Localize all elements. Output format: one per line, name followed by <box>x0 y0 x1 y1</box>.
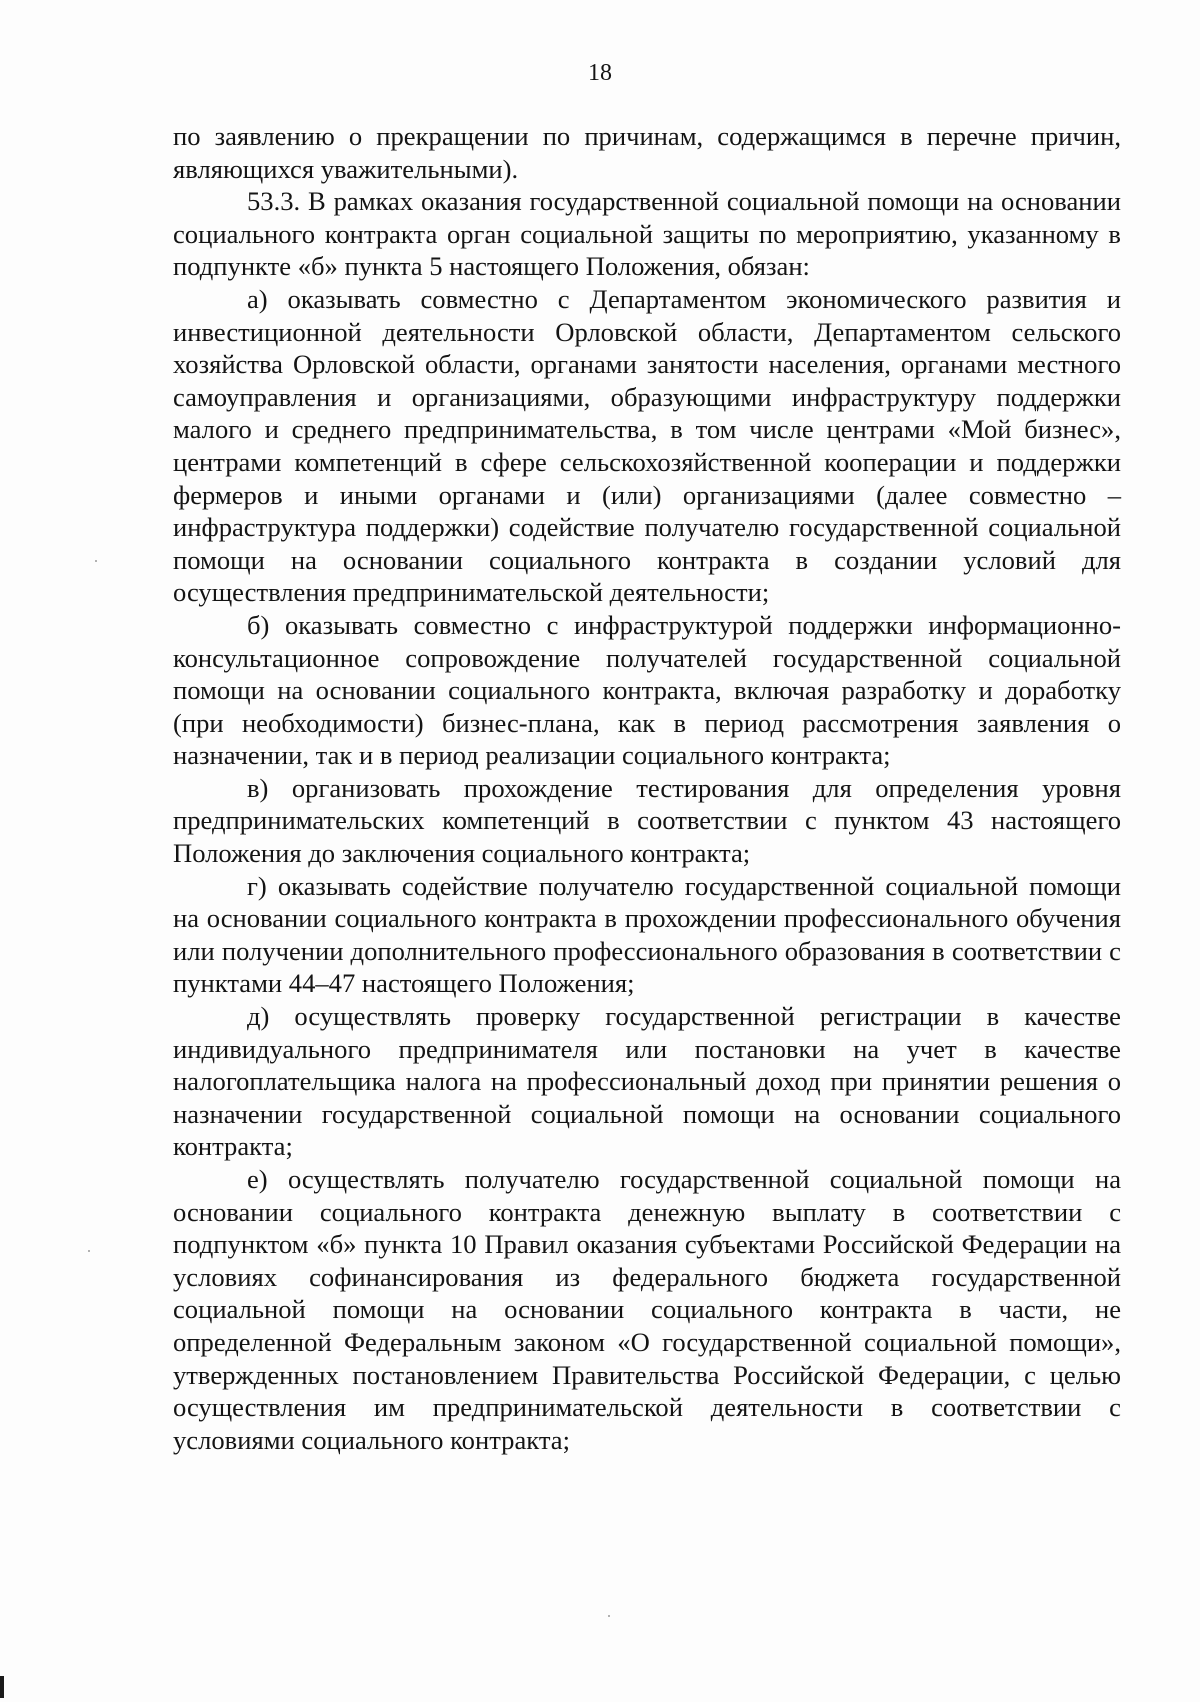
paragraph-continuation: по заявлению о прекращении по причинам, содержащимся в перечне причин, являющихся уважительными). <box>173 121 1121 184</box>
paragraph-item-g: г) оказывать содействие получателю государственной социальной помощи на основании социального контракта в прохождении профессионального обучения или получении дополнительного профессионального образования в соответствии с пунктами 44–47 настоящего Положения; <box>173 870 1121 999</box>
paragraph-item-b: б) оказывать совместно с инфраструктурой поддержки информационно-консультационное сопровождение получателей государственной социальной помощи на основании социального контракта, включая разработку и доработку (при необходимости) бизнес-плана, как в период рассмотрения заявления о назначении, так и в период реализации социального контракта; <box>173 609 1121 771</box>
paragraph-item-v: в) организовать прохождение тестирования для определения уровня предпринимательских компетенций в соответствии с пунктом 43 настоящего Положения до заключения социального контракта; <box>173 772 1121 869</box>
scan-speck <box>608 1615 610 1617</box>
paragraph-item-a: а) оказывать совместно с Департаментом экономического развития и инвестиционной деятельности Орловской области, Департаментом сельского хозяйства Орловской области, органами занятости населения, органами местного самоуправления и организациями, образующими инфраструктуру поддержки малого и среднего предпринимательства, в том числе центрами «Мой бизнес», центрами компетенций в сфере сельскохозяйственной кооперации и поддержки фермеров и иными органами и (или) организациями (далее совместно – инфраструктура поддержки) содействие получателю государственной социальной помощи на основании социального контракта в создании условий для осуществления предпринимательской деятельности; <box>173 283 1121 608</box>
scan-speck <box>88 1250 90 1252</box>
paragraph-53-3: 53.3. В рамках оказания государственной социальной помощи на основании социального контракта орган социальной защиты по мероприятию, указанному в подпункте «б» пункта 5 настоящего Положения, обязан: <box>173 186 1121 282</box>
document-body <box>173 120 1121 1456</box>
page-number: 18 <box>588 60 612 86</box>
paragraph-item-d: д) осуществлять проверку государственной регистрации в качестве индивидуального предпринимателя или постановки на учет в качестве налогоплательщика налога на профессиональный доход при принятии решения о назначении государственной социальной помощи на основании социального контракта; <box>173 1001 1121 1162</box>
scan-edge-mark <box>0 1676 4 1698</box>
scan-speck <box>95 560 97 562</box>
paragraph-item-e: е) осуществлять получателю государственной социальной помощи на основании социального контракта денежную выплату в соответствии с подпунктом «б» пункта 10 Правил оказания субъектами Российской Федерации на условиях софинансирования из федерального бюджета государственной социальной помощи на основании социального контракта в части, не определенной Федеральным законом «О государственной социальной помощи», утвержденных постановлением Правительства Российской Федерации, с целью осуществления им предпринимательской деятельности в соответствии с условиями социального контракта; <box>173 1164 1121 1455</box>
